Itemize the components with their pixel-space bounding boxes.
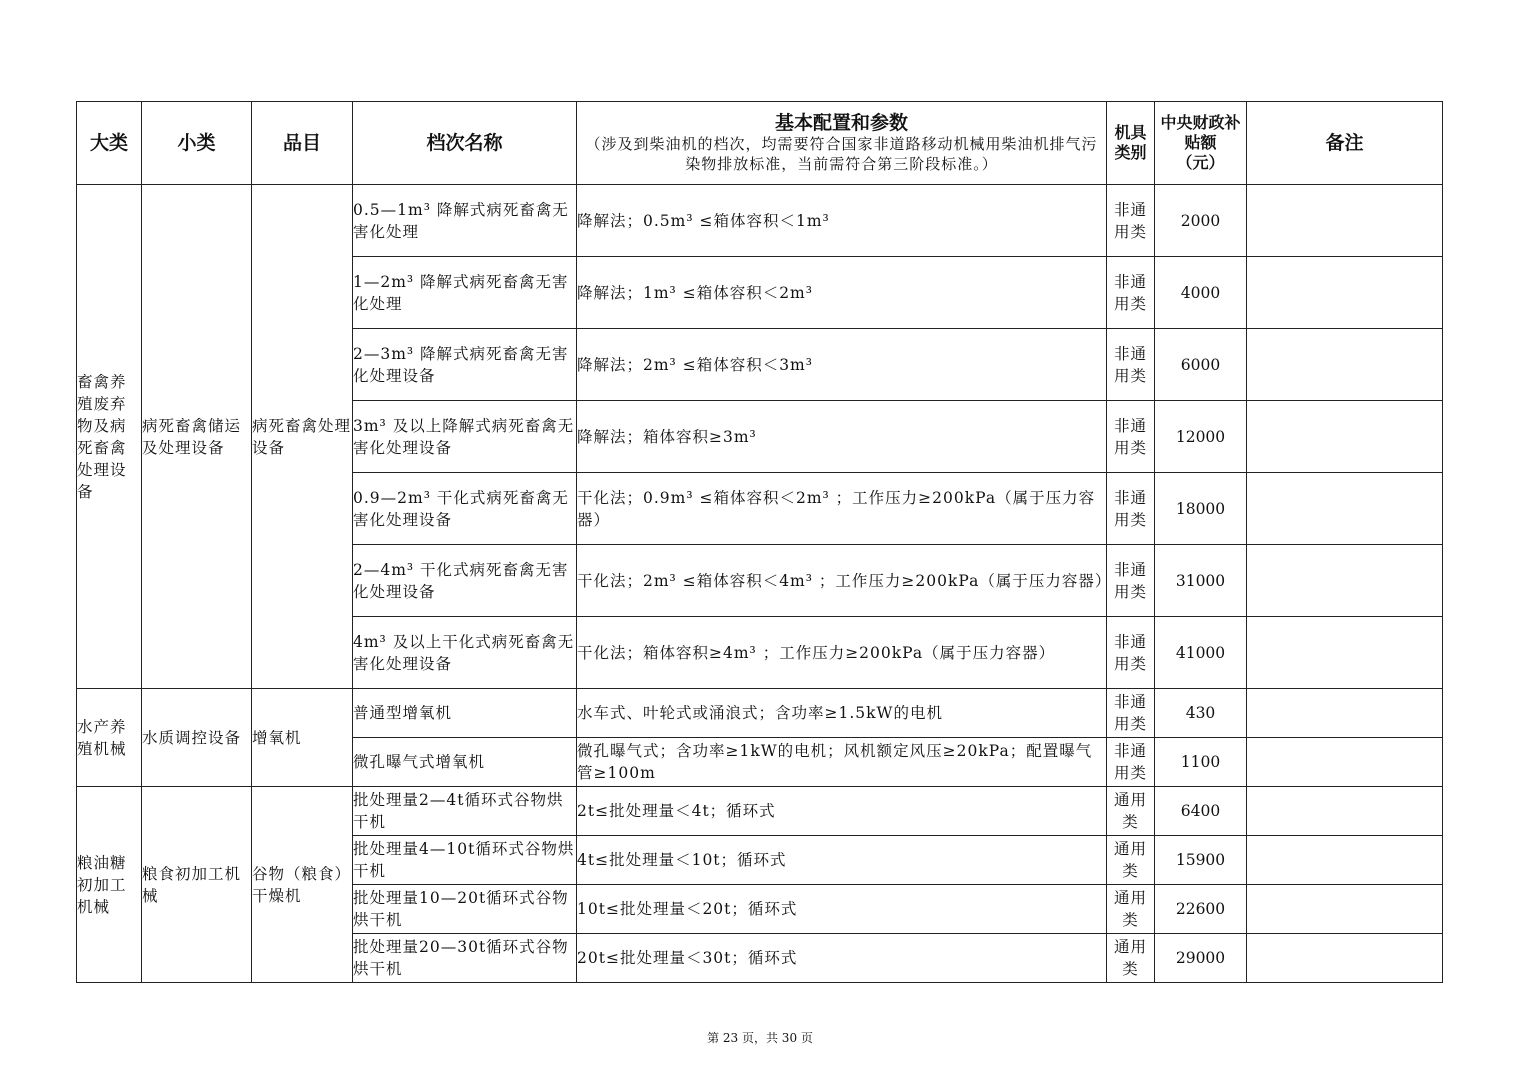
category-cell: 粮油糖初加工机械	[77, 787, 142, 983]
machine-type-cell: 通用类	[1107, 885, 1155, 934]
machine-type-cell: 非通用类	[1107, 473, 1155, 545]
header-subsidy	[1155, 102, 1247, 185]
remark-cell	[1247, 185, 1443, 257]
subsidy-cell: 15900	[1155, 836, 1247, 885]
grade-name-cell: 4m³ 及以上干化式病死畜禽无害化处理设备	[353, 617, 577, 689]
config-cell: 干化法；2m³ ≤箱体容积＜4m³ ；工作压力≥200kPa（属于压力容器）	[577, 545, 1107, 617]
header-config-title: 基本配置和参数	[774, 112, 908, 134]
item-cell: 增氧机	[252, 689, 353, 787]
header-machine-type: 机具类别	[1107, 102, 1155, 185]
table-row	[77, 185, 1443, 257]
config-cell: 4t≤批处理量＜10t；循环式	[577, 836, 1107, 885]
machine-type-cell: 通用类	[1107, 787, 1155, 836]
subcategory-cell: 病死畜禽储运及处理设备	[142, 185, 252, 689]
table-header-row	[77, 102, 1443, 185]
item-cell: 谷物（粮食）干燥机	[252, 787, 353, 983]
machine-type-cell: 非通用类	[1107, 689, 1155, 738]
header-subsidy-label: 中央财政补贴额	[1160, 113, 1241, 152]
remark-cell	[1247, 738, 1443, 787]
remark-cell	[1247, 329, 1443, 401]
subsidy-cell: 1100	[1155, 738, 1247, 787]
machine-type-cell: 通用类	[1107, 836, 1155, 885]
config-cell: 降解法；2m³ ≤箱体容积＜3m³	[577, 329, 1107, 401]
grade-name-cell: 2—3m³ 降解式病死畜禽无害化处理设备	[353, 329, 577, 401]
machine-type-cell: 非通用类	[1107, 257, 1155, 329]
item-cell: 病死畜禽处理设备	[252, 185, 353, 689]
header-subcategory: 小类	[142, 102, 252, 185]
category-cell: 水产养殖机械	[77, 689, 142, 787]
remark-cell	[1247, 689, 1443, 738]
subsidy-cell: 430	[1155, 689, 1247, 738]
subsidy-table	[76, 101, 1443, 983]
machine-type-cell: 非通用类	[1107, 617, 1155, 689]
header-config	[577, 102, 1107, 185]
config-cell: 降解法；1m³ ≤箱体容积＜2m³	[577, 257, 1107, 329]
grade-name-cell: 3m³ 及以上降解式病死畜禽无害化处理设备	[353, 401, 577, 473]
machine-type-cell: 非通用类	[1107, 738, 1155, 787]
header-grade-name: 档次名称	[353, 102, 577, 185]
header-remark: 备注	[1247, 102, 1443, 185]
remark-cell	[1247, 617, 1443, 689]
header-config-note: （涉及到柴油机的档次，均需要符合国家非道路移动机械用柴油机排气污染物排放标准，当前需符合第三阶段标准。）	[585, 135, 1098, 173]
grade-name-cell: 批处理量2—4t循环式谷物烘干机	[353, 787, 577, 836]
machine-type-cell: 通用类	[1107, 934, 1155, 983]
subcategory-cell: 粮食初加工机械	[142, 787, 252, 983]
remark-cell	[1247, 836, 1443, 885]
subsidy-cell: 41000	[1155, 617, 1247, 689]
grade-name-cell: 批处理量20—30t循环式谷物烘干机	[353, 934, 577, 983]
grade-name-cell: 批处理量4—10t循环式谷物烘干机	[353, 836, 577, 885]
remark-cell	[1247, 401, 1443, 473]
config-cell: 干化法；箱体容积≥4m³ ；工作压力≥200kPa（属于压力容器）	[577, 617, 1107, 689]
subsidy-cell: 6000	[1155, 329, 1247, 401]
machine-type-cell: 非通用类	[1107, 185, 1155, 257]
subsidy-cell: 18000	[1155, 473, 1247, 545]
remark-cell	[1247, 545, 1443, 617]
config-cell: 水车式、叶轮式或涌浪式；含功率≥1.5kW的电机	[577, 689, 1107, 738]
config-cell: 10t≤批处理量＜20t；循环式	[577, 885, 1107, 934]
config-cell: 降解法；0.5m³ ≤箱体容积＜1m³	[577, 185, 1107, 257]
subsidy-cell: 6400	[1155, 787, 1247, 836]
config-cell: 干化法；0.9m³ ≤箱体容积＜2m³ ；工作压力≥200kPa（属于压力容器）	[577, 473, 1107, 545]
remark-cell	[1247, 934, 1443, 983]
machine-type-cell: 非通用类	[1107, 545, 1155, 617]
remark-cell	[1247, 885, 1443, 934]
config-cell: 降解法；箱体容积≥3m³	[577, 401, 1107, 473]
header-category: 大类	[77, 102, 142, 185]
table-row	[77, 787, 1443, 836]
subcategory-cell: 水质调控设备	[142, 689, 252, 787]
subsidy-cell: 12000	[1155, 401, 1247, 473]
grade-name-cell: 批处理量10—20t循环式谷物烘干机	[353, 885, 577, 934]
remark-cell	[1247, 473, 1443, 545]
remark-cell	[1247, 257, 1443, 329]
config-cell: 2t≤批处理量＜4t；循环式	[577, 787, 1107, 836]
grade-name-cell: 普通型增氧机	[353, 689, 577, 738]
grade-name-cell: 2—4m³ 干化式病死畜禽无害化处理设备	[353, 545, 577, 617]
grade-name-cell: 0.5—1m³ 降解式病死畜禽无害化处理	[353, 185, 577, 257]
machine-type-cell: 非通用类	[1107, 401, 1155, 473]
subsidy-cell: 31000	[1155, 545, 1247, 617]
header-subsidy-unit: （元）	[1176, 153, 1225, 172]
page-footer: 第 23 页，共 30 页	[707, 1031, 813, 1045]
subsidy-cell: 2000	[1155, 185, 1247, 257]
subsidy-cell: 22600	[1155, 885, 1247, 934]
table-row	[77, 689, 1443, 738]
category-cell: 畜禽养殖废弃物及病死畜禽处理设备	[77, 185, 142, 689]
grade-name-cell: 0.9—2m³ 干化式病死畜禽无害化处理设备	[353, 473, 577, 545]
subsidy-cell: 29000	[1155, 934, 1247, 983]
subsidy-cell: 4000	[1155, 257, 1247, 329]
header-item: 品目	[252, 102, 353, 185]
config-cell: 微孔曝气式；含功率≥1kW的电机；风机额定风压≥20kPa；配置曝气管≥100m	[577, 738, 1107, 787]
remark-cell	[1247, 787, 1443, 836]
config-cell: 20t≤批处理量＜30t；循环式	[577, 934, 1107, 983]
grade-name-cell: 微孔曝气式增氧机	[353, 738, 577, 787]
grade-name-cell: 1—2m³ 降解式病死畜禽无害化处理	[353, 257, 577, 329]
machine-type-cell: 非通用类	[1107, 329, 1155, 401]
